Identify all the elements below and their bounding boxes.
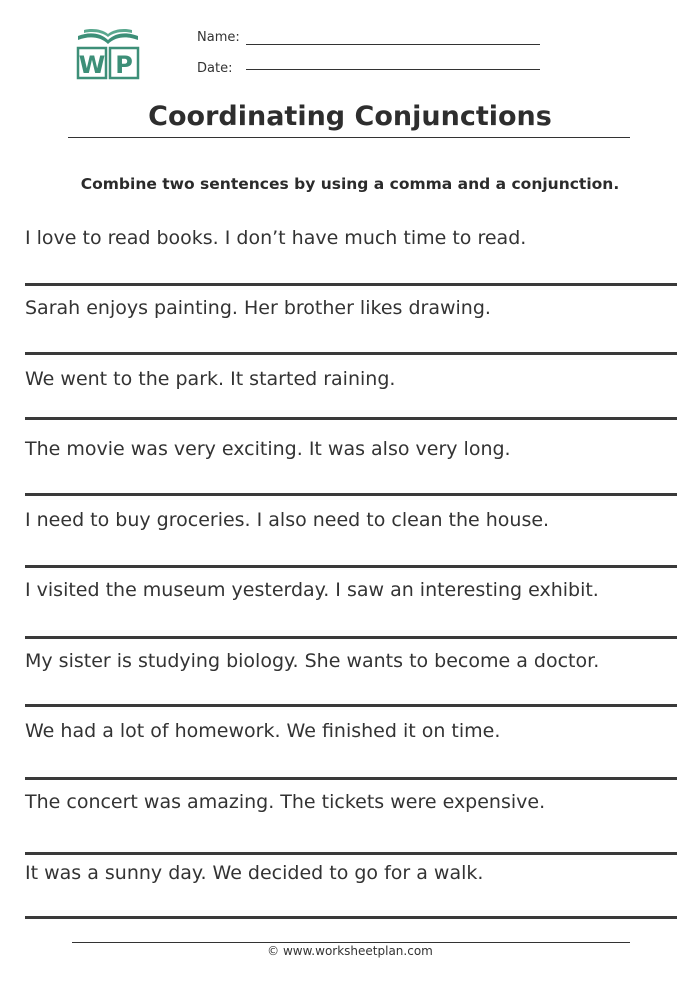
answer-line-10[interactable] [25, 916, 677, 919]
question-1: I love to read books. I don’t have much time to read. [25, 227, 527, 249]
name-label: Name: [197, 30, 240, 45]
answer-line-9[interactable] [25, 852, 677, 855]
question-8: We had a lot of homework. We finished it on time. [25, 720, 501, 742]
question-10: It was a sunny day. We decided to go for a walk. [25, 862, 484, 884]
date-label: Date: [197, 61, 233, 76]
footer [0, 944, 700, 958]
answer-line-6[interactable] [25, 636, 677, 639]
answer-line-5[interactable] [25, 565, 677, 568]
question-7: My sister is studying biology. She wants to become a doctor. [25, 650, 600, 672]
instruction-text: Combine two sentences by using a comma and a conjunction. [80, 175, 620, 193]
question-3: We went to the park. It started raining. [25, 368, 396, 390]
answer-line-4[interactable] [25, 493, 677, 496]
question-9: The concert was amazing. The tickets were expensive. [25, 791, 546, 813]
answer-line-2[interactable] [25, 352, 677, 355]
question-2: Sarah enjoys painting. Her brother likes drawing. [25, 297, 491, 319]
footer-divider [72, 942, 630, 943]
logo-letter-w: W [78, 51, 106, 79]
footer-url[interactable]: www.worksheetplan.com [282, 944, 433, 958]
copyright-icon: © [267, 944, 280, 958]
answer-line-8[interactable] [25, 777, 677, 780]
question-5: I need to buy groceries. I also need to clean the house. [25, 509, 550, 531]
answer-line-7[interactable] [25, 704, 677, 707]
question-6: I visited the museum yesterday. I saw an interesting exhibit. [25, 579, 599, 601]
page-title: Coordinating Conjunctions [148, 101, 552, 132]
logo-letter-p: P [115, 51, 133, 79]
answer-line-1[interactable] [25, 283, 677, 286]
answer-line-3[interactable] [25, 417, 677, 420]
question-4: The movie was very exciting. It was also very long. [25, 438, 511, 460]
